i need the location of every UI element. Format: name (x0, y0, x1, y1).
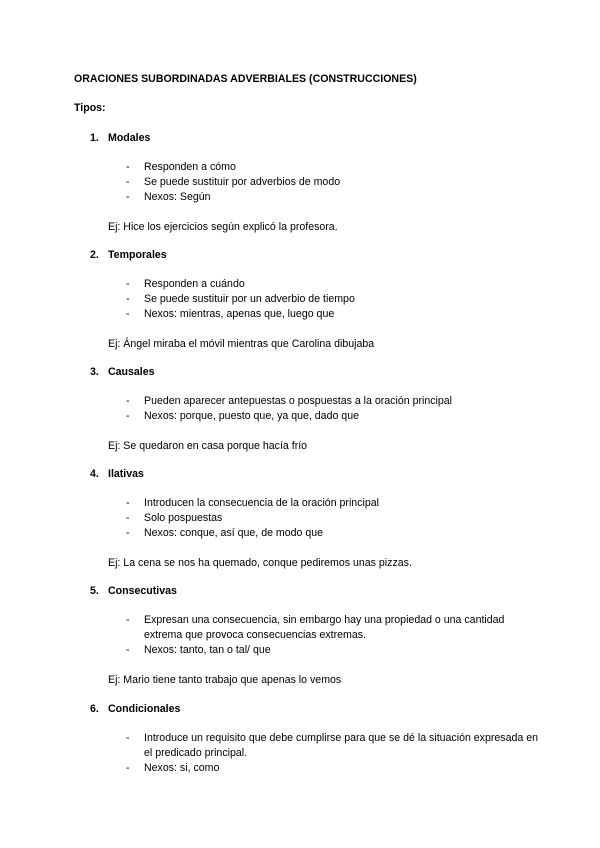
bullet-list (0, 613, 600, 658)
bullet-text: Responden a cómo (144, 161, 236, 173)
section-heading (0, 248, 600, 263)
section-name: Temporales (108, 249, 167, 261)
section-number: 6. (90, 703, 99, 715)
dash-bullet-icon: - (126, 176, 130, 188)
section-number: 1. (90, 132, 99, 144)
dash-bullet-icon: - (126, 410, 130, 422)
example-sentence: Ej: Hice los ejercicios según explicó la profesora. (108, 221, 338, 233)
section-causales (0, 365, 600, 454)
dash-bullet-icon: - (126, 762, 130, 774)
bullet-item (0, 175, 600, 190)
bullet-text: Nexos: conque, así que, de modo que (144, 527, 324, 539)
bullet-item (0, 511, 600, 526)
bullet-text: Se puede sustituir por un adverbio de tiempo (144, 293, 355, 305)
example-sentence: Ej: Ángel miraba el móvil mientras que Carolina dibujaba (108, 338, 375, 350)
bullet-item (0, 613, 600, 643)
section-heading (0, 702, 600, 717)
bullet-list (0, 731, 600, 776)
section-number: 2. (90, 249, 99, 261)
bullet-text: Pueden aparecer antepuestas o pospuestas a la oración principal (144, 395, 453, 407)
bullet-item (0, 761, 600, 776)
bullet-item (0, 190, 600, 205)
bullet-text: Nexos: tanto, tan o tal/ que (144, 644, 271, 656)
bullet-list (0, 496, 600, 541)
bullet-text: Se puede sustituir por adverbios de modo (144, 176, 341, 188)
section-number: 3. (90, 366, 99, 378)
bullet-list (0, 394, 600, 424)
dash-bullet-icon: - (126, 293, 130, 305)
bullet-text: Nexos: Según (144, 191, 211, 203)
bullet-item (0, 277, 600, 292)
bullet-text: Responden a cuándo (144, 278, 245, 290)
section-name: Causales (108, 366, 155, 378)
bullet-list (0, 160, 600, 205)
bullet-item (0, 496, 600, 511)
dash-bullet-icon: - (126, 512, 130, 524)
dash-bullet-icon: - (126, 527, 130, 539)
bullet-text: Nexos: porque, puesto que, ya que, dado que (144, 410, 359, 422)
bullet-text: Solo pospuestas (144, 512, 223, 524)
section-heading (0, 584, 600, 599)
section-temporales (0, 248, 600, 352)
bullet-text: Introduce un requisito que debe cumplirse para que se dé la situación expresada en el predicado principal. (144, 732, 538, 759)
dash-bullet-icon: - (126, 308, 130, 320)
bullet-item (0, 307, 600, 322)
example-sentence: Ej: Mario tiene tanto trabajo que apenas lo vemos (108, 674, 342, 686)
section-number: 4. (90, 468, 99, 480)
bullet-text: Nexos: si, como (144, 762, 220, 774)
section-heading (0, 131, 600, 146)
dash-bullet-icon: - (126, 395, 130, 407)
tipos-label: Tipos: (74, 102, 106, 114)
section-name: Consecutivas (108, 585, 177, 597)
bullet-text: Nexos: mientras, apenas que, luego que (144, 308, 335, 320)
page-title: ORACIONES SUBORDINADAS ADVERBIALES (CONSTRUCCIONES) (74, 73, 417, 85)
bullet-item (0, 292, 600, 307)
section-name: Condicionales (108, 703, 181, 715)
dash-bullet-icon: - (126, 161, 130, 173)
example-sentence: Ej: Se quedaron en casa porque hacía frío (108, 440, 308, 452)
section-modales (0, 131, 600, 235)
bullet-list (0, 277, 600, 322)
example-sentence: Ej: La cena se nos ha quemado, conque pediremos unas pizzas. (108, 557, 412, 569)
section-number: 5. (90, 585, 99, 597)
bullet-text: Expresan una consecuencia, sin embargo hay una propiedad o una cantidad extrema que provoca consecuencias extremas. (144, 614, 505, 641)
bullet-item (0, 409, 600, 424)
dash-bullet-icon: - (126, 191, 130, 203)
dash-bullet-icon: - (126, 644, 130, 656)
section-condicionales (0, 702, 600, 776)
section-heading (0, 467, 600, 482)
dash-bullet-icon: - (126, 614, 130, 626)
section-heading (0, 365, 600, 380)
section-consecutivas (0, 584, 600, 688)
dash-bullet-icon: - (126, 732, 130, 744)
bullet-item (0, 526, 600, 541)
dash-bullet-icon: - (126, 497, 130, 509)
section-name: Ilativas (108, 468, 144, 480)
bullet-item (0, 160, 600, 175)
bullet-item (0, 731, 600, 761)
section-name: Modales (108, 132, 151, 144)
dash-bullet-icon: - (126, 278, 130, 290)
bullet-item (0, 394, 600, 409)
bullet-item (0, 643, 600, 658)
section-ilativas (0, 467, 600, 571)
bullet-text: Introducen la consecuencia de la oración principal (144, 497, 379, 509)
